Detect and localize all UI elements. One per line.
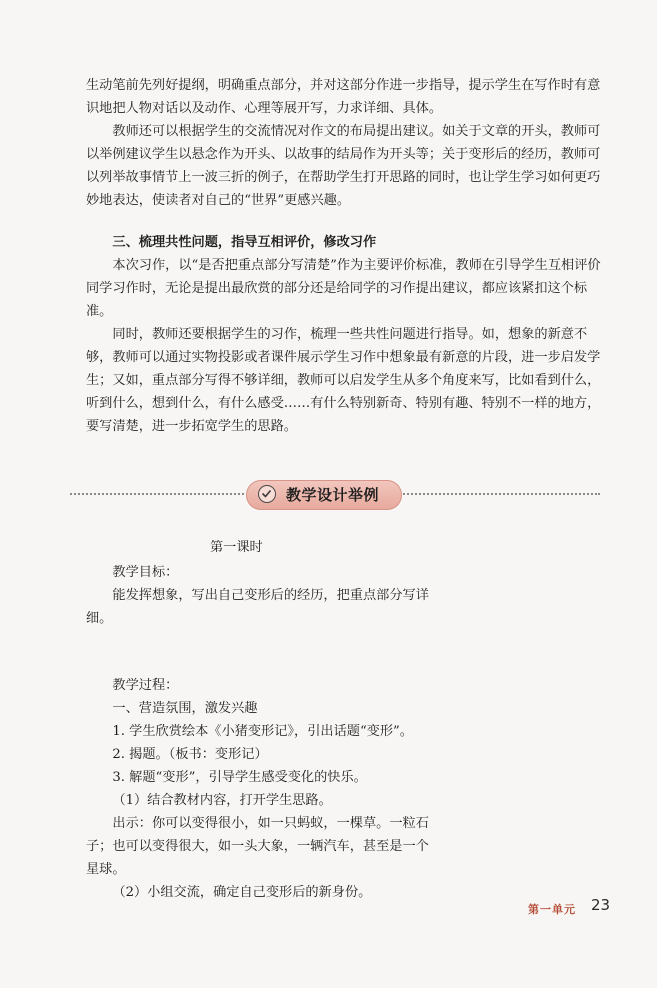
unit-label: 第一单元 xyxy=(528,903,576,916)
list-item: 1. 学生欣赏绘本《小猪变形记》，引出话题“变形”。 xyxy=(112,724,413,739)
section-banner xyxy=(246,480,402,510)
section-heading: 三、梳理共性问题，指导互相评价，修改习作 xyxy=(112,235,377,250)
example-text: 出示：你可以变得很小，如一只蚂蚁，一棵草。一粒石子；也可以变得很大，如一头大象，一辆汽车，甚至是一个星球。 xyxy=(86,816,429,877)
paragraph: 本次习作，以“是否把重点部分写清楚”作为主要评价标准，教师在引导学生互相评价同学习作时，无论是提出最欣赏的部分还是给同学的习作提出建议，都应该紧扣这个标准。 xyxy=(86,258,601,319)
process-label: 教学过程： xyxy=(112,678,179,693)
list-item: 3. 解题“变形”，引导学生感受变化的快乐。 xyxy=(112,770,367,785)
lesson-title: 第一课时 xyxy=(210,540,263,555)
list-item: 2. 揭题。（板书：变形记） xyxy=(112,747,268,762)
paragraph: 同时，教师还要根据学生的习作，梳理一些共性问题进行指导。如，想象的新意不够，教师可以通过实物投影或者课件展示学生习作中想象最有新意的片段，进一步启发学生；又如，重点部分写得不够详细，教师可以启发学生从多个角度来写，比如看到什么，听到什么，想到什么，有什么感受……有什么特别新奇、特别有趣、特别不一样的地方，要写清楚，进一步拓宽学生的思路。 xyxy=(86,327,601,434)
goal-text: 能发挥想象，写出自己变形后的经历，把重点部分写详细。 xyxy=(86,588,429,626)
check-circle-icon xyxy=(258,485,276,503)
dotted-divider-right xyxy=(400,493,600,495)
paragraph: 教师还可以根据学生的交流情况对作文的布局提出建议。如关于文章的开头，教师可以举例建议学生以悬念作为开头、以故事的结局作为开头等；关于变形后的经历，教师可以列举故事情节上一波三折的例子，在帮助学生打开思路的同时，也让学生学习如何更巧妙地表达，使读者对自己的“世界”更感兴趣。 xyxy=(86,124,601,208)
paragraph: 生动笔前先列好提纲，明确重点部分，并对这部分作进一步指导，提示学生在写作时有意识地把人物对话以及动作、心理等展开写，力求详细、具体。 xyxy=(86,78,601,116)
section-three xyxy=(86,231,606,438)
sub-item: （1）结合教材内容，打开学生思路。 xyxy=(112,793,332,808)
goal-label: 教学目标： xyxy=(112,565,179,580)
banner-title: 教学设计举例 xyxy=(286,486,380,504)
sub-item: （2）小组交流，确定自己变形后的新身份。 xyxy=(112,885,372,900)
lesson-plan xyxy=(86,561,438,904)
dotted-divider-left xyxy=(70,493,248,495)
step-heading: 一、营造氛围，激发兴趣 xyxy=(112,701,258,716)
continued-text-block xyxy=(86,74,606,212)
page-number: 23 xyxy=(591,896,611,914)
